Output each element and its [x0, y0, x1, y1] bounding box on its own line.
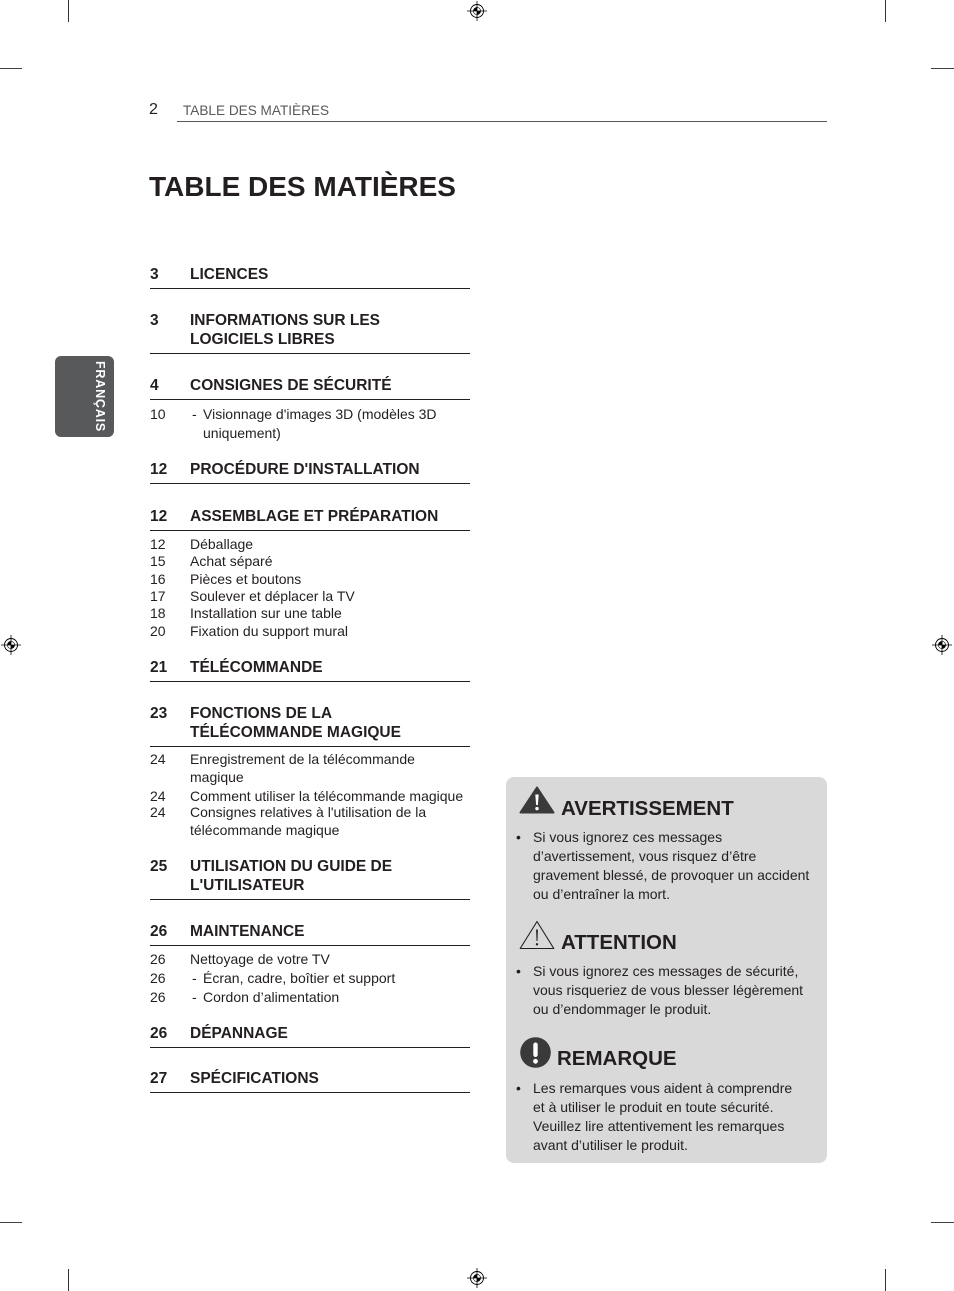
- toc-subitem: [150, 750, 480, 786]
- toc-section-page: 3: [150, 311, 159, 329]
- toc-section-page: 23: [150, 704, 168, 722]
- notice-text-line: Si vous ignorez ces messages: [533, 828, 723, 845]
- notice-text-line: ou d’entraîner la mort.: [533, 885, 670, 902]
- toc-section-page: 26: [150, 922, 168, 940]
- notice-text-line: et à utiliser le produit en toute sécurité.: [533, 1098, 774, 1115]
- toc-section-title: [190, 857, 392, 895]
- toc-subitem-title-line: Écran, cadre, boîtier et support: [203, 970, 396, 986]
- language-tab: [55, 356, 114, 437]
- notice-text-line: Les remarques vous aident à comprendre: [533, 1079, 793, 1096]
- toc-section-title: [190, 376, 392, 395]
- bullet: •: [516, 1079, 521, 1096]
- toc-subitem: [150, 622, 480, 640]
- toc-section-title-line: INFORMATIONS SUR LES: [190, 311, 381, 329]
- notice-heading: ATTENTION: [561, 931, 677, 954]
- toc-subitem-title: [203, 969, 395, 987]
- notice-text-line: Si vous ignorez ces messages de sécurité,: [533, 962, 799, 979]
- toc-section-title: [190, 1069, 319, 1088]
- toc-subitem: [150, 587, 480, 605]
- toc-section: [150, 857, 470, 900]
- toc-subitem: [150, 787, 480, 805]
- toc-subitem-page: 26: [150, 951, 166, 967]
- toc-section-title: [190, 704, 401, 742]
- toc-subitem-title: [190, 604, 342, 622]
- notice-legend-box: [506, 777, 827, 1163]
- toc-subitem-title-line: Pièces et boutons: [190, 571, 302, 587]
- toc-subitem-dash: -: [192, 970, 197, 986]
- toc-subitem-title-line: Consignes relatives à l'utilisation de la: [190, 804, 427, 820]
- toc-section: [150, 460, 470, 484]
- toc-subitem-page: 24: [150, 751, 166, 767]
- language-tab-label: FRANÇAIS: [93, 361, 107, 432]
- toc-section-page: 21: [150, 658, 168, 676]
- toc-section: [150, 265, 470, 289]
- toc-subitem-title-line: Achat séparé: [190, 553, 273, 569]
- toc-section: [150, 704, 470, 747]
- notice-text-line: d’avertissement, vous risquez d’être: [533, 847, 757, 864]
- toc-subitem-title-line: magique: [190, 769, 244, 785]
- toc-section: [150, 376, 470, 400]
- bullet: •: [516, 828, 521, 845]
- toc-subitem: [150, 552, 480, 570]
- notice-heading: REMARQUE: [557, 1047, 677, 1070]
- toc-section-title: [190, 922, 305, 941]
- toc-subitem-page: 17: [150, 588, 166, 604]
- toc-subitem-page: 16: [150, 571, 166, 587]
- registration-mark-icon: [467, 1268, 487, 1288]
- toc-subitem-title: [190, 622, 348, 640]
- toc-subitem: [150, 604, 480, 622]
- toc-section-title: [190, 658, 323, 677]
- toc-subitem-title-line: Installation sur une table: [190, 605, 342, 621]
- toc-section: [150, 658, 470, 682]
- notice-text: [533, 962, 803, 1019]
- warning-icon: [519, 786, 555, 814]
- toc-subitem-title: [190, 950, 330, 968]
- toc-section-title-line: SPÉCIFICATIONS: [190, 1069, 319, 1087]
- toc-subitem-title-line: Enregistrement de la télécommande: [190, 751, 415, 767]
- toc-subitem-title-line: télécommande magique: [190, 821, 340, 838]
- toc-subitem-title: [203, 988, 339, 1006]
- toc-subitem-title: [190, 787, 463, 805]
- toc-subitem-title: [190, 535, 253, 553]
- toc-section-title: [190, 460, 420, 479]
- toc-section: [150, 1024, 470, 1048]
- toc-subitem-page: 12: [150, 536, 166, 552]
- toc-subitem-page: 18: [150, 605, 166, 621]
- toc-subitem-title: [190, 587, 355, 605]
- toc-subitem-title-line: Fixation du support mural: [190, 623, 348, 639]
- toc-section-title-line: ASSEMBLAGE ET PRÉPARATION: [190, 507, 439, 525]
- toc-subitem: [150, 804, 480, 839]
- toc-section-title-line: DÉPANNAGE: [190, 1024, 288, 1042]
- toc-section-page: 3: [150, 265, 159, 283]
- toc-section-title-line: FONCTIONS DE LA: [190, 704, 333, 722]
- toc-subitem-dash: -: [192, 989, 197, 1005]
- toc-subitem-title: [203, 405, 437, 443]
- toc-subitem-title-line: Comment utiliser la télécommande magique: [190, 788, 464, 804]
- notice-text-line: avant d’utiliser le produit.: [533, 1136, 688, 1153]
- registration-mark-icon: [1, 635, 21, 655]
- toc-subitem-title-line: Soulever et déplacer la TV: [190, 588, 355, 604]
- notice-text-line: ou d’endommager le produit.: [533, 1000, 712, 1017]
- toc-subitem-title-line: Déballage: [190, 536, 254, 552]
- toc-section-title-line: PROCÉDURE D'INSTALLATION: [190, 460, 420, 478]
- toc-section-page: 12: [150, 460, 168, 478]
- toc-subitem-title: [190, 570, 301, 588]
- registration-mark-icon: [932, 635, 952, 655]
- toc-section: [150, 311, 470, 354]
- toc-subitem: [150, 950, 480, 968]
- running-header: TABLE DES MATIÈRES: [183, 103, 330, 118]
- toc-subitem-title: [190, 750, 415, 786]
- note-icon: [520, 1037, 551, 1068]
- notice-text: [533, 1079, 792, 1155]
- notice-heading: AVERTISSEMENT: [561, 797, 734, 820]
- toc-subitem-page: 24: [150, 804, 166, 820]
- registration-mark-icon: [467, 1, 487, 21]
- toc-subitem-page: 26: [150, 989, 166, 1005]
- toc-section: [150, 507, 470, 531]
- header-rule: [177, 121, 827, 122]
- page-title: TABLE DES MATIÈRES: [149, 171, 456, 202]
- toc-section-title-line: TÉLÉCOMMANDE: [190, 658, 323, 676]
- toc-section-title: [190, 265, 268, 284]
- page-number: 2: [149, 101, 158, 118]
- toc-section-title-line: TÉLÉCOMMANDE MAGIQUE: [190, 723, 401, 741]
- toc-section-title: [190, 1024, 288, 1043]
- toc-section-page: 12: [150, 507, 168, 525]
- notice-text: [533, 828, 809, 904]
- toc-subitem-title-line: uniquement): [203, 424, 281, 441]
- toc-section-page: 26: [150, 1024, 168, 1042]
- toc-subitem-title-line: Visionnage d'images 3D (modèles 3D: [203, 405, 437, 422]
- toc-subitem-title: [190, 804, 426, 839]
- toc-section-page: 4: [150, 376, 159, 394]
- toc-subitem-title-line: Cordon d’alimentation: [203, 989, 340, 1005]
- toc-subitem-page: 24: [150, 788, 166, 804]
- toc-subitem: [150, 405, 480, 443]
- toc-section-title-line: LICENCES: [190, 265, 269, 283]
- notice-text-line: Veuillez lire attentivement les remarques: [533, 1117, 785, 1134]
- toc-section-page: 25: [150, 857, 168, 875]
- toc-section-page: 27: [150, 1069, 168, 1087]
- toc-subitem-dash: -: [192, 405, 197, 422]
- toc-section-title-line: MAINTENANCE: [190, 922, 305, 940]
- toc-section-title-line: CONSIGNES DE SÉCURITÉ: [190, 376, 392, 394]
- toc-section-title-line: L'UTILISATEUR: [190, 876, 305, 894]
- toc-section-title: [190, 311, 380, 349]
- notice-text-line: vous risqueriez de vous blesser légèrement: [533, 981, 804, 998]
- toc-subitem: [150, 535, 480, 553]
- toc-subitem-page: 15: [150, 553, 166, 569]
- toc-subitem-title-line: Nettoyage de votre TV: [190, 951, 330, 967]
- caution-icon: [519, 920, 555, 950]
- notice-text-line: gravement blessé, de provoquer un accident: [533, 866, 810, 883]
- toc-section: [150, 922, 470, 946]
- toc-subitem: [150, 969, 480, 987]
- toc-section-title-line: UTILISATION DU GUIDE DE: [190, 857, 393, 875]
- toc-subitem-page: 10: [150, 405, 166, 422]
- toc-section: [150, 1069, 470, 1093]
- toc-section-title-line: LOGICIELS LIBRES: [190, 330, 335, 348]
- toc-subitem-page: 26: [150, 970, 166, 986]
- toc-subitem: [150, 570, 480, 588]
- toc-subitem-title: [190, 552, 273, 570]
- toc-section-title: [190, 507, 438, 526]
- toc-subitem-page: 20: [150, 623, 166, 639]
- toc-subitem: [150, 988, 480, 1006]
- bullet: •: [516, 962, 521, 979]
